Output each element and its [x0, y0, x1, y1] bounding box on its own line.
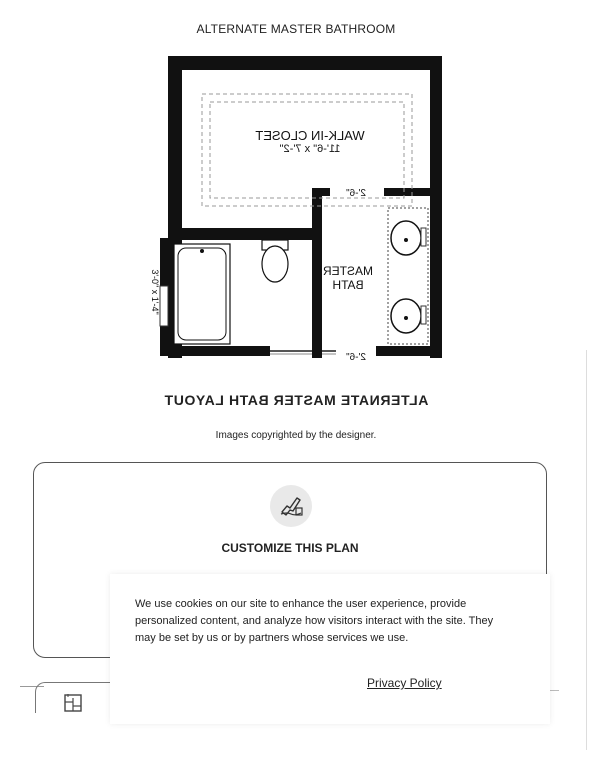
- page-edge: [586, 350, 587, 750]
- floor-plan-icon[interactable]: [62, 692, 84, 714]
- closet-label: WALK-IN CLOSET: [255, 128, 365, 143]
- layout-caption: [0, 392, 592, 408]
- dim-side: 3'-0" x 1'-4": [150, 269, 160, 315]
- bath-label-2: BATH: [332, 278, 364, 292]
- layout-caption-text: ALTERNATE MASTER BATH LAYOUT: [163, 392, 429, 408]
- bath-label-1: MASTER: [322, 264, 374, 278]
- customize-plan-label: CUSTOMIZE THIS PLAN: [221, 541, 359, 555]
- copyright-text: Images copyrighted by the designer.: [215, 430, 377, 441]
- cookie-text: We use cookies on our site to enhance the user experience, provide personalized content, and analyze how visitors interact with the site. They may be set by us or by partners whose services we use.: [135, 598, 494, 644]
- dim-top: 2'-6": [346, 188, 366, 199]
- floor-plan-image: [140, 48, 450, 378]
- closet-dims: 11'-6" x 7'-2": [279, 143, 341, 155]
- hand-pen-icon: [270, 485, 312, 527]
- page-title: ALTERNATE MASTER BATHROOM: [196, 22, 396, 36]
- privacy-policy-link[interactable]: Privacy Policy: [367, 676, 442, 690]
- dim-bottom: 2'-6": [346, 352, 366, 363]
- cookie-banner: [110, 574, 550, 724]
